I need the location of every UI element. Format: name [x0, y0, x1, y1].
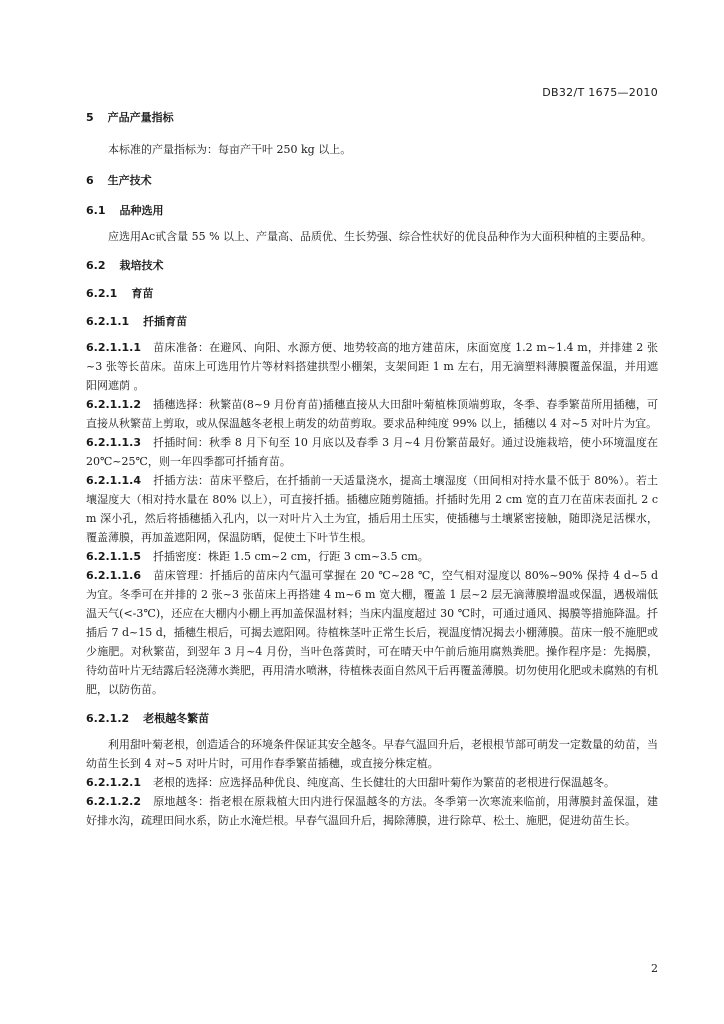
clause-cutting-method	[86, 471, 658, 547]
heading-number: 6.2	[86, 259, 106, 272]
clause-number: 6.2.1.2.1	[86, 776, 141, 789]
page-number: 2	[651, 962, 658, 975]
clause-text: 苗床管理：扦插后的苗床内气温可掌握在 20 ℃~28 ℃，空气相对湿度以 80%~90% 保持 4 d~5 d 为宜。冬季可在并排的 2 张~3 张苗床上再搭建 4 m~6 m 宽大棚，覆盖 1 层~2 层无滴薄膜增温或保温，遇极端低温天气(<-3℃)，还应在大棚内小棚上再加盖保温材料；当床内温度超过 30 ℃时，可通过通风、揭膜等措施降温。扦插后 7 d~15 d，插穗生根后，可揭去遮阳网。待植株茎叶正常生长后，视温度情况揭去小棚薄膜。苗床一般不施肥或少施肥。对秋繁苗，到翌年 3 月~4 月份，当叶色落黄时，可在晴天中午前后施用腐熟粪肥。操作程序是：先揭膜，待幼苗叶片无结露后轻浇薄水粪肥，再用清水喷淋，待植株表面自然风干后再覆盖薄膜。切勿使用化肥或未腐熟的有机肥，以防伤苗。	[86, 569, 658, 696]
clause-number: 6.2.1.1.5	[86, 550, 141, 563]
clause-text: 扦插方法：苗床平整后，在扦插前一天适量浇水，提高土壤湿度（田间相对持水量不低于 80%）。若土壤湿度大（相对持水量在 80% 以上），可直接扦插。插穗应随剪随插。扦插时先用 2 cm 宽的直刀在苗床表面扎 2 cm 深小孔，然后将插穗插入孔内，以一对叶片入土为宜，插后用土压实，使插穗与土壤紧密接触，随即浇足活棵水，覆盖薄膜，再加盖遮阳网，保温防晒，促使土下叶节生根。	[86, 474, 658, 544]
heading-6-2-1-2	[86, 711, 658, 727]
heading-number: 6.2.1.2	[86, 712, 130, 725]
heading-6-2	[86, 258, 658, 274]
heading-number: 5	[86, 111, 94, 124]
heading-6-1	[86, 203, 658, 219]
clause-number: 6.2.1.1.6	[86, 569, 141, 582]
heading-6	[86, 173, 658, 189]
document-body	[86, 110, 658, 830]
clause-number: 6.2.1.1.1	[86, 341, 141, 354]
clause-cutting-selection	[86, 395, 658, 433]
heading-number: 6.2.1.1	[86, 315, 130, 328]
heading-number: 6.2.1	[86, 287, 118, 300]
clause-number: 6.2.1.1.2	[86, 398, 141, 411]
heading-title: 生产技术	[107, 174, 152, 187]
clause-text: 原地越冬：指老根在原栽植大田内进行保温越冬的方法。冬季第一次寒流来临前，用薄膜封盖保温，建好排水沟，疏理田间水系，防止水淹烂根。早春气温回升后，揭除薄膜，进行除草、松土、施肥，促进幼苗生长。	[86, 795, 658, 827]
paragraph-old-root-intro: 利用甜叶菊老根，创造适合的环境条件保证其安全越冬。早春气温回升后，老根根节部可萌发一定数量的幼苗，当幼苗生长到 4 对~5 对叶片时，可用作春季繁苗插穗，或直接分株定植。	[86, 738, 658, 770]
clause-seedbed-prep	[86, 338, 658, 395]
clause-text: 扦插密度：株距 1.5 cm~2 cm，行距 3 cm~3.5 cm。	[152, 550, 429, 563]
heading-6-2-1-1	[86, 314, 658, 330]
heading-title: 栽培技术	[119, 259, 164, 272]
clause-cutting-density	[86, 547, 658, 566]
heading-title: 产品产量指标	[107, 111, 174, 124]
clause-number: 6.2.1.2.2	[86, 795, 141, 808]
clause-seedbed-management	[86, 566, 658, 699]
standard-code: DB32/T 1675—2010	[542, 86, 658, 99]
clause-number: 6.2.1.1.4	[86, 474, 141, 487]
clause-cutting-time	[86, 433, 658, 471]
clause-text: 扦插时间：秋季 8 月下旬至 10 月底以及春季 3 月~4 月份繁苗最好。通过设施栽培，使小环境温度在 20℃~25℃，则一年四季都可扦插育苗。	[86, 436, 658, 468]
heading-title: 育苗	[131, 287, 154, 300]
clause-number: 6.2.1.1.3	[86, 436, 141, 449]
heading-title: 品种选用	[119, 204, 164, 217]
clause-text: 老根的选择：应选择品种优良、纯度高、生长健壮的大田甜叶菊作为繁苗的老根进行保温越冬。	[152, 776, 615, 789]
heading-title: 扦插育苗	[143, 315, 188, 328]
paragraph-variety: 应选用Ac甙含量 55 % 以上、产量高、品质优、生长势强、综合性状好的优良品种作为大面积种植的主要品种。	[108, 230, 653, 243]
heading-title: 老根越冬繁苗	[143, 712, 210, 725]
clause-in-situ-overwintering	[86, 792, 658, 830]
heading-number: 6.1	[86, 204, 106, 217]
heading-number: 6	[86, 174, 94, 187]
paragraph-yield: 本标准的产量指标为：每亩产干叶 250 kg 以上。	[108, 143, 352, 156]
heading-5	[86, 110, 658, 126]
clause-old-root-selection	[86, 773, 658, 792]
heading-6-2-1	[86, 286, 658, 302]
clause-text: 插穗选择：秋繁苗(8~9 月份育苗)插穗直接从大田甜叶菊植株顶端剪取，冬季、春季繁苗所用插穗，可直接从秋繁苗上剪取，或从保温越冬老根上萌发的幼苗剪取。要求品种纯度 99% 以上，插穗以 4 对~5 对叶片为宜。	[86, 398, 658, 430]
clause-text: 苗床准备：在避风、向阳、水源方便、地势较高的地方建苗床，床面宽度 1.2 m~1.4 m，并排建 2 张~3 张等长苗床。苗床上可选用竹片等材料搭建拱型小棚架，支架间距 1 m 左右，用无滴塑料薄膜覆盖保温，并用遮阳网遮荫 。	[86, 341, 658, 392]
